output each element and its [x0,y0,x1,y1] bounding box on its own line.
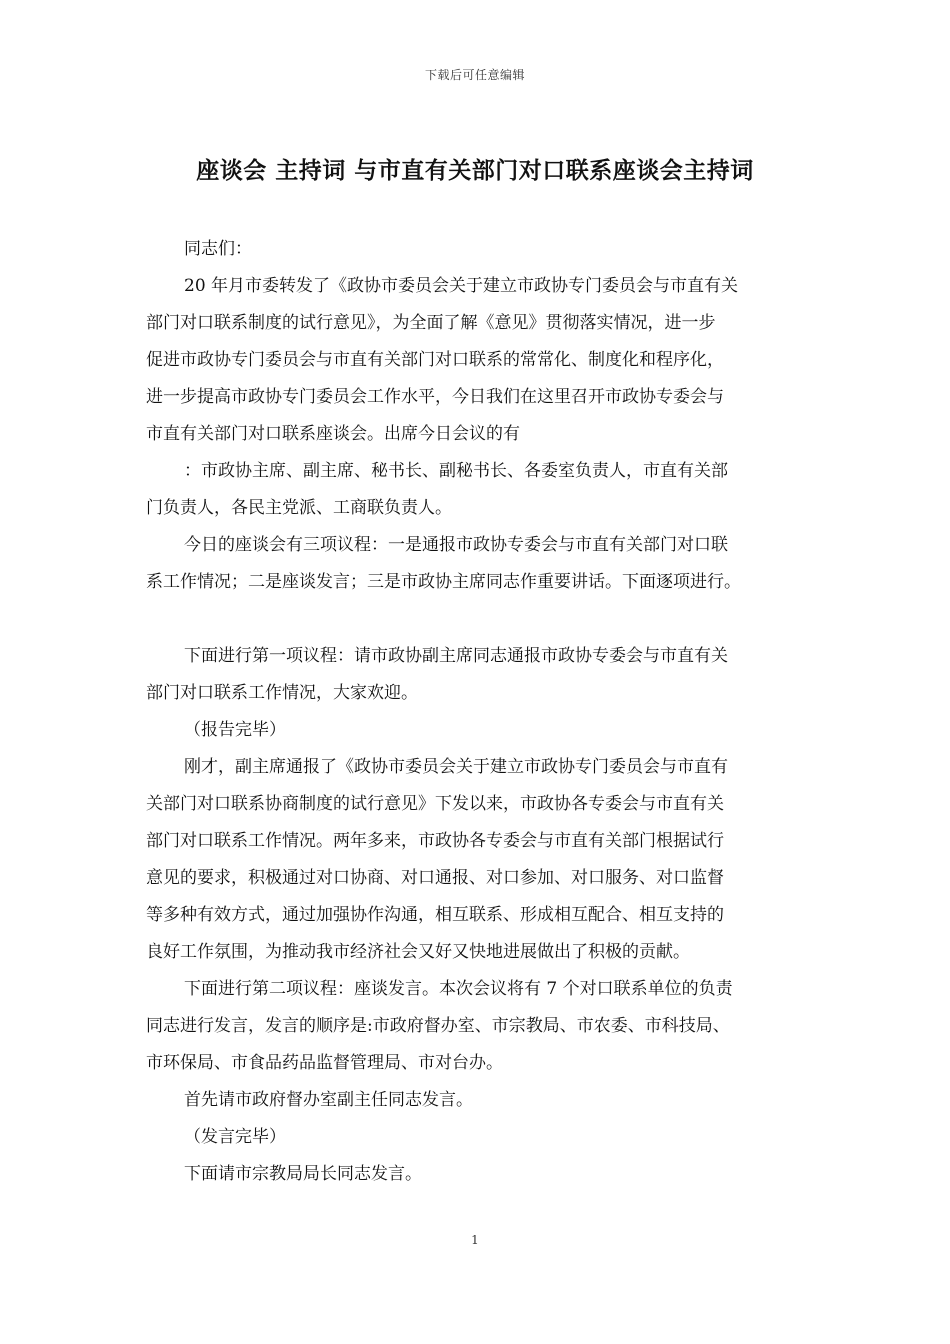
text-line: （报告完毕） [184,720,286,740]
text-line: 关部门对口联系协商制度的试行意见》下发以来，市政协各专委会与市直有关 [146,794,724,814]
text-line: 市直有关部门对口联系座谈会。出席今日会议的有 [146,424,520,444]
text-line: （发言完毕） [184,1127,286,1147]
text-line: 20 年月市委转发了《政协市委员会关于建立市政协专门委员会与市直有关 [184,276,739,296]
text-line: 意见的要求，积极通过对口协商、对口通报、对口参加、对口服务、对口监督 [146,868,724,888]
text-line: 刚才，副主席通报了《政协市委员会关于建立市政协专门委员会与市直有 [184,757,728,777]
page-number: 1 [471,1233,479,1247]
text-line: 进一步提高市政协专门委员会工作水平，今日我们在这里召开市政协专委会与 [146,387,724,407]
text-line: 下面请市宗教局局长同志发言。 [184,1164,422,1184]
text-line: ：市政协主席、副主席、秘书长、副秘书长、各委室负责人，市直有关部 [184,461,728,481]
text-line: 同志进行发言，发言的顺序是:市政府督办室、市宗教局、市农委、市科技局、 [146,1016,730,1036]
document-body [146,231,826,1193]
document-title: 座谈会 主持词 与市直有关部门对口联系座谈会主持词 [196,158,754,184]
text-line: 今日的座谈会有三项议程：一是通报市政协专委会与市直有关部门对口联 [184,535,728,555]
text-line: 等多种有效方式，通过加强协作沟通，相互联系、形成相互配合、相互支持的 [146,905,724,925]
text-line: 门负责人，各民主党派、工商联负责人。 [146,498,452,518]
text-line: 促进市政协专门委员会与市直有关部门对口联系的常常化、制度化和程序化， [146,350,724,370]
text-line: 下面进行第一项议程：请市政协副主席同志通报市政协专委会与市直有关 [184,646,728,666]
blank-line [146,601,826,638]
text-line: 部门对口联系工作情况。两年多来，市政协各专委会与市直有关部门根据试行 [146,831,724,851]
text-line: 首先请市政府督办室副主任同志发言。 [184,1090,473,1110]
text-line: 良好工作氛围，为推动我市经济社会又好又快地进展做出了积极的贡献。 [146,942,690,962]
text-line: 下面进行第二项议程：座谈发言。本次会议将有 7 个对口联系单位的负责 [184,979,733,999]
text-line: 市环保局、市食品药品监督管理局、市对台办。 [146,1053,503,1073]
text-line: 系工作情况；二是座谈发言；三是市政协主席同志作重要讲话。下面逐项进行。 [146,572,741,592]
text-line: 部门对口联系制度的试行意见》，为全面了解《意见》贯彻落实情况，进一步 [146,313,716,333]
header-note: 下载后可任意编辑 [424,68,525,82]
text-line: 同志们： [184,239,252,259]
text-line: 部门对口联系工作情况，大家欢迎。 [146,683,418,703]
